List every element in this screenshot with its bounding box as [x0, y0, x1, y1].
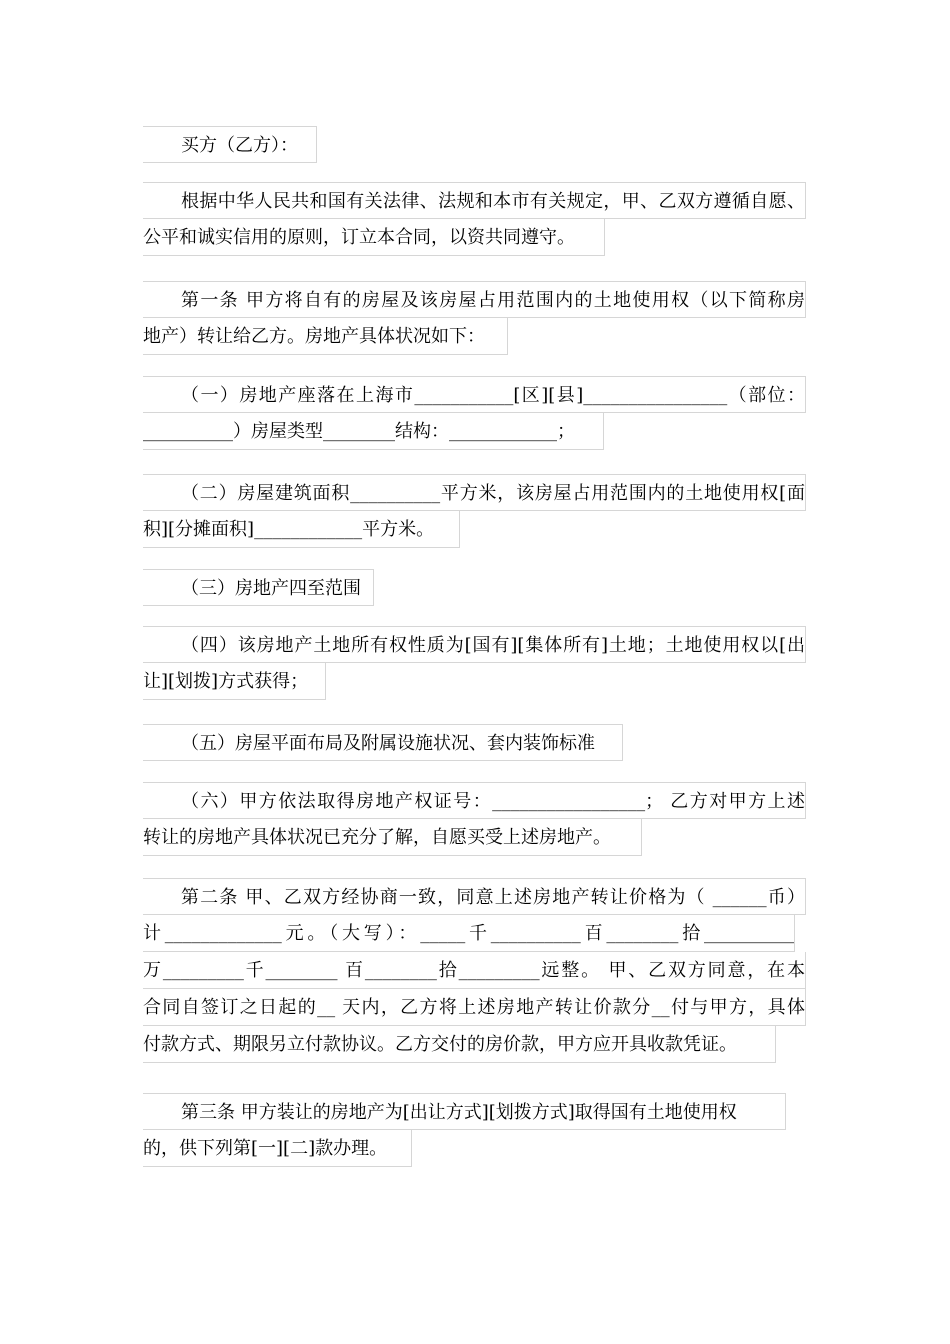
line-text: 转让的房地产具体状况已充分了解，自愿买受上述房地产。	[143, 827, 611, 848]
line-text: __________）房屋类型________结构：____________；	[143, 421, 575, 442]
paragraph-article-1	[143, 281, 806, 355]
text-line	[143, 376, 806, 413]
line-text: 合同自签订之日起的__ 天内，乙方将上述房地产转让价款分__付与甲方，具体	[143, 997, 805, 1018]
text-line	[143, 511, 460, 548]
line-text: 地产）转让给乙方。房地产具体状况如下：	[143, 326, 485, 347]
paragraph-item-5	[143, 724, 623, 761]
text-line	[143, 1093, 786, 1130]
text-line	[143, 782, 806, 819]
text-line	[143, 413, 604, 450]
paragraph-preamble	[143, 182, 806, 256]
text-line	[143, 989, 806, 1026]
line-text: 积][分摊面积]____________平方米。	[143, 519, 435, 540]
paragraph-item-4	[143, 626, 806, 700]
line-text: 让][划拨]方式获得；	[143, 671, 309, 692]
text-line	[143, 474, 806, 511]
text-line	[143, 915, 795, 952]
paragraph-article-3	[143, 1093, 786, 1167]
text-line	[143, 182, 806, 219]
text-line	[143, 878, 806, 915]
text-line	[143, 724, 623, 761]
paragraph-item-2	[143, 474, 806, 548]
text-line	[143, 126, 317, 163]
line-text: 付款方式、期限另立付款协议。乙方交付的房价款，甲方应开具收款凭证。	[143, 1034, 737, 1055]
text-line	[143, 569, 374, 606]
line-text: （四）该房地产土地所有权性质为[国有][集体所有]土地；土地使用权以[出	[181, 635, 805, 656]
text-line	[143, 952, 806, 989]
text-line	[143, 1026, 776, 1063]
line-text: 第二条 甲、乙双方经协商一致，同意上述房地产转让价格为（ ______币）	[181, 887, 805, 908]
line-text: （六）甲方依法取得房地产权证号：_________________； 乙方对甲方上述	[181, 791, 805, 812]
paragraph-item-3	[143, 569, 374, 606]
paragraph-item-6	[143, 782, 806, 856]
line-text: 的，供下列第[一][二]款办理。	[143, 1138, 388, 1159]
text-line	[143, 663, 326, 700]
paragraph-buyer	[143, 126, 317, 163]
line-text: 根据中华人民共和国有关法律、法规和本市有关规定，甲、乙双方遵循自愿、	[181, 191, 805, 212]
text-line	[143, 219, 605, 256]
line-text: （三）房地产四至范围	[181, 578, 361, 599]
line-text: 万_________千________ 百________拾_________远整。 甲、乙双方同意，在本	[143, 960, 805, 981]
line-text: 买方（乙方）：	[181, 135, 298, 156]
line-text: 第一条 甲方将自有的房屋及该房屋占用范围内的土地使用权（以下简称房	[181, 290, 805, 311]
line-text: 公平和诚实信用的原则，订立本合同，以资共同遵守。	[143, 227, 575, 248]
line-text: 第三条 甲方装让的房地产为[出让方式][划拨方式]取得国有土地使用权	[181, 1102, 737, 1123]
text-line	[143, 281, 806, 318]
text-line	[143, 626, 806, 663]
paragraph-article-2	[143, 878, 806, 1063]
line-text: 计_____________元。（大写）：_____千__________百________拾__________	[143, 923, 794, 944]
text-line	[143, 819, 642, 856]
line-text: （二）房屋建筑面积__________平方米，该房屋占用范围内的土地使用权[面	[181, 483, 805, 504]
text-line	[143, 318, 508, 355]
line-text: （五）房屋平面布局及附属设施状况、套内装饰标准	[181, 733, 595, 754]
paragraph-item-1	[143, 376, 806, 450]
text-line	[143, 1130, 412, 1167]
line-text: （一）房地产座落在上海市___________[区][县]________________（部位：	[181, 385, 805, 406]
